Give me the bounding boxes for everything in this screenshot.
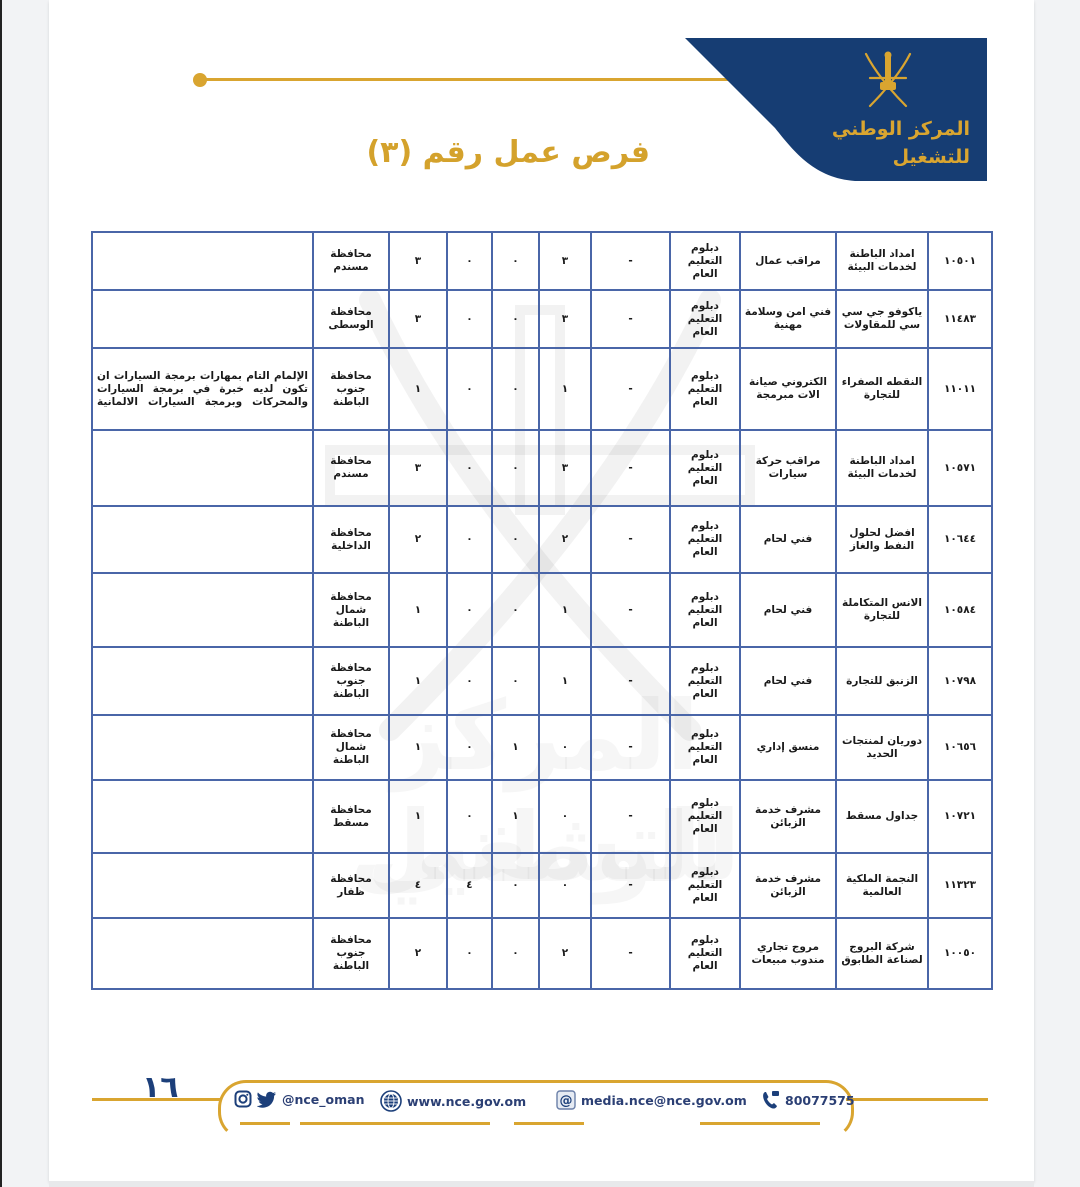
page-title: فرص عمل رقم (٣) <box>366 135 650 170</box>
total-cell: ٣ <box>389 290 447 348</box>
count-cell-4: ٠ <box>447 918 492 989</box>
table-row <box>92 348 992 430</box>
screen-edge <box>0 0 2 1187</box>
org-name-line1: المركز الوطني <box>831 118 970 140</box>
count-cell-1: - <box>591 853 670 918</box>
count-cell-3: ٠ <box>492 918 539 989</box>
table-row <box>92 853 992 918</box>
count-cell-1: - <box>591 780 670 853</box>
count-cell-2: ٣ <box>539 430 591 506</box>
count-cell-2: ٣ <box>539 232 591 290</box>
total-cell: ١ <box>389 573 447 647</box>
count-cell-1: - <box>591 573 670 647</box>
qualification-cell: دبلوم التعليم العام <box>670 918 740 989</box>
org-name-line2: للتشغيل <box>892 146 970 168</box>
footer-contact-frame <box>218 1080 854 1140</box>
qualification-cell: دبلوم التعليم العام <box>670 573 740 647</box>
total-cell: ١ <box>389 780 447 853</box>
count-cell-1: - <box>591 430 670 506</box>
qualification-cell: دبلوم التعليم العام <box>670 647 740 715</box>
total-cell: ١ <box>389 348 447 430</box>
company-cell: الزنبق للتجارة <box>836 647 928 715</box>
job-code-cell: ١١٠١١ <box>928 348 992 430</box>
phone-icon <box>762 1090 780 1110</box>
count-cell-3: ١ <box>492 780 539 853</box>
requirements-cell <box>92 573 313 647</box>
table-row <box>92 232 992 290</box>
table-row <box>92 780 992 853</box>
count-cell-3: ٠ <box>492 232 539 290</box>
job-code-cell: ١٠٦٤٤ <box>928 506 992 573</box>
count-cell-1: - <box>591 715 670 780</box>
company-cell: امداد الباطنة لخدمات البيئة <box>836 430 928 506</box>
job-title-cell: فني امن وسلامة مهنية <box>740 290 836 348</box>
qualification-cell: دبلوم التعليم العام <box>670 348 740 430</box>
website-contact[interactable] <box>380 1090 526 1112</box>
total-cell: ٣ <box>389 232 447 290</box>
company-cell: جداول مسقط <box>836 780 928 853</box>
total-cell: ٢ <box>389 918 447 989</box>
footer-line-right <box>846 1098 988 1101</box>
count-cell-4: ٠ <box>447 506 492 573</box>
location-cell: محافظة مسندم <box>313 430 389 506</box>
count-cell-3: ١ <box>492 715 539 780</box>
count-cell-2: ٣ <box>539 290 591 348</box>
requirements-cell <box>92 430 313 506</box>
count-cell-4: ٠ <box>447 647 492 715</box>
website-link[interactable]: www.nce.gov.om <box>407 1093 527 1109</box>
count-cell-2: ٠ <box>539 853 591 918</box>
count-cell-4: ٠ <box>447 780 492 853</box>
location-cell: محافظة جنوب الباطنة <box>313 348 389 430</box>
header-gold-line <box>200 78 740 81</box>
company-cell: شركة البروج لصناعة الطابوق <box>836 918 928 989</box>
total-cell: ٤ <box>389 853 447 918</box>
total-cell: ٣ <box>389 430 447 506</box>
job-title-cell: مراقب حركة سيارات <box>740 430 836 506</box>
location-cell: محافظة شمال الباطنة <box>313 715 389 780</box>
requirements-cell <box>92 715 313 780</box>
requirements-cell <box>92 780 313 853</box>
location-cell: محافظة الداخلية <box>313 506 389 573</box>
count-cell-1: - <box>591 290 670 348</box>
job-code-cell: ١٠٥٠١ <box>928 232 992 290</box>
job-title-cell: فني لحام <box>740 573 836 647</box>
count-cell-1: - <box>591 918 670 989</box>
qualification-cell: دبلوم التعليم العام <box>670 430 740 506</box>
count-cell-2: ٠ <box>539 715 591 780</box>
company-cell: الانس المتكاملة للتجارة <box>836 573 928 647</box>
location-cell: محافظة جنوب الباطنة <box>313 647 389 715</box>
count-cell-3: ٠ <box>492 430 539 506</box>
table-row <box>92 647 992 715</box>
qualification-cell: دبلوم التعليم العام <box>670 715 740 780</box>
count-cell-3: ٠ <box>492 573 539 647</box>
job-code-cell: ١١٣٢٣ <box>928 853 992 918</box>
job-code-cell: ١١٤٨٣ <box>928 290 992 348</box>
job-title-cell: مشرف خدمة الزبائن <box>740 853 836 918</box>
page-bottom-shadow <box>49 1181 1034 1187</box>
job-title-cell: فني لحام <box>740 506 836 573</box>
phone-number[interactable]: 80077575 <box>785 1092 855 1108</box>
total-cell: ٢ <box>389 506 447 573</box>
header-gold-dot <box>193 73 207 87</box>
count-cell-4: ٠ <box>447 232 492 290</box>
table-row <box>92 918 992 989</box>
count-cell-3: ٠ <box>492 506 539 573</box>
qualification-cell: دبلوم التعليم العام <box>670 853 740 918</box>
khanjar-emblem-icon <box>860 48 916 112</box>
company-cell: دوريان لمنتجات الحديد <box>836 715 928 780</box>
svg-text:@: @ <box>559 1093 573 1109</box>
company-cell: النقطه الصفراء للتجارة <box>836 348 928 430</box>
location-cell: محافظة مسندم <box>313 232 389 290</box>
qualification-cell: دبلوم التعليم العام <box>670 232 740 290</box>
phone-contact[interactable] <box>762 1090 855 1110</box>
company-cell: امداد الباطنة لخدمات البيئة <box>836 232 928 290</box>
count-cell-2: ٢ <box>539 918 591 989</box>
location-cell: محافظة شمال الباطنة <box>313 573 389 647</box>
table-row <box>92 715 992 780</box>
count-cell-1: - <box>591 506 670 573</box>
job-code-cell: ١٠٥٧١ <box>928 430 992 506</box>
requirements-cell <box>92 853 313 918</box>
count-cell-3: ٠ <box>492 290 539 348</box>
table-row <box>92 506 992 573</box>
instagram-icon <box>234 1090 252 1108</box>
total-cell: ١ <box>389 715 447 780</box>
job-title-cell: فني لحام <box>740 647 836 715</box>
count-cell-4: ٠ <box>447 715 492 780</box>
count-cell-1: - <box>591 348 670 430</box>
count-cell-2: ٠ <box>539 780 591 853</box>
count-cell-4: ٠ <box>447 290 492 348</box>
count-cell-2: ١ <box>539 348 591 430</box>
social-handle: @nce_oman <box>282 1091 365 1107</box>
footer-dash <box>700 1122 820 1125</box>
requirements-cell <box>92 506 313 573</box>
requirements-cell <box>92 290 313 348</box>
job-title-cell: منسق إداري <box>740 715 836 780</box>
qualification-cell: دبلوم التعليم العام <box>670 290 740 348</box>
count-cell-1: - <box>591 232 670 290</box>
count-cell-4: ٤ <box>447 853 492 918</box>
footer-dash <box>240 1122 290 1125</box>
footer-dash <box>300 1122 490 1125</box>
location-cell: محافظة الوسطى <box>313 290 389 348</box>
requirements-cell <box>92 232 313 290</box>
count-cell-4: ٠ <box>447 573 492 647</box>
email-link[interactable]: media.nce@nce.gov.om <box>581 1092 747 1108</box>
qualification-cell: دبلوم التعليم العام <box>670 506 740 573</box>
requirements-cell <box>92 918 313 989</box>
job-code-cell: ١٠٧٩٨ <box>928 647 992 715</box>
location-cell: محافظة جنوب الباطنة <box>313 918 389 989</box>
job-code-cell: ١٠٥٨٤ <box>928 573 992 647</box>
table-row <box>92 430 992 506</box>
footer-dash <box>514 1122 584 1125</box>
count-cell-3: ٠ <box>492 853 539 918</box>
qualification-cell: دبلوم التعليم العام <box>670 780 740 853</box>
table-row <box>92 573 992 647</box>
page-number: ١٦ <box>142 1070 179 1105</box>
requirements-cell <box>92 647 313 715</box>
at-icon <box>556 1090 576 1110</box>
twitter-icon <box>257 1091 277 1108</box>
count-cell-1: - <box>591 647 670 715</box>
count-cell-2: ١ <box>539 573 591 647</box>
company-cell: افضل لحلول النفط والغاز <box>836 506 928 573</box>
company-cell: النجمة الملكية العالمية <box>836 853 928 918</box>
job-title-cell: مشرف خدمة الزبائن <box>740 780 836 853</box>
location-cell: محافظة ظفار <box>313 853 389 918</box>
company-cell: ياكوفو جي سي سي للمقاولات <box>836 290 928 348</box>
job-code-cell: ١٠٧٢١ <box>928 780 992 853</box>
job-title-cell: مروج تجاري مندوب مبيعات <box>740 918 836 989</box>
count-cell-4: ٠ <box>447 430 492 506</box>
job-title-cell: الكتروني صيانة الات مبرمجة <box>740 348 836 430</box>
count-cell-2: ٢ <box>539 506 591 573</box>
job-title-cell: مراقب عمال <box>740 232 836 290</box>
count-cell-3: ٠ <box>492 647 539 715</box>
location-cell: محافظة مسقط <box>313 780 389 853</box>
count-cell-4: ٠ <box>447 348 492 430</box>
count-cell-3: ٠ <box>492 348 539 430</box>
job-opportunities-table <box>91 231 993 990</box>
job-code-cell: ١٠٦٥٦ <box>928 715 992 780</box>
count-cell-2: ١ <box>539 647 591 715</box>
email-contact[interactable] <box>556 1090 747 1110</box>
globe-icon <box>380 1090 402 1112</box>
job-code-cell: ١٠٠٥٠ <box>928 918 992 989</box>
total-cell: ١ <box>389 647 447 715</box>
social-contact[interactable] <box>234 1090 364 1108</box>
requirements-cell: الإلمام التام بمهارات برمجة السيارات ان تكون لديه خبرة في برمجة السيارات والمحركات وبرمجة السيارات الالمانية <box>92 348 313 430</box>
table-row <box>92 290 992 348</box>
